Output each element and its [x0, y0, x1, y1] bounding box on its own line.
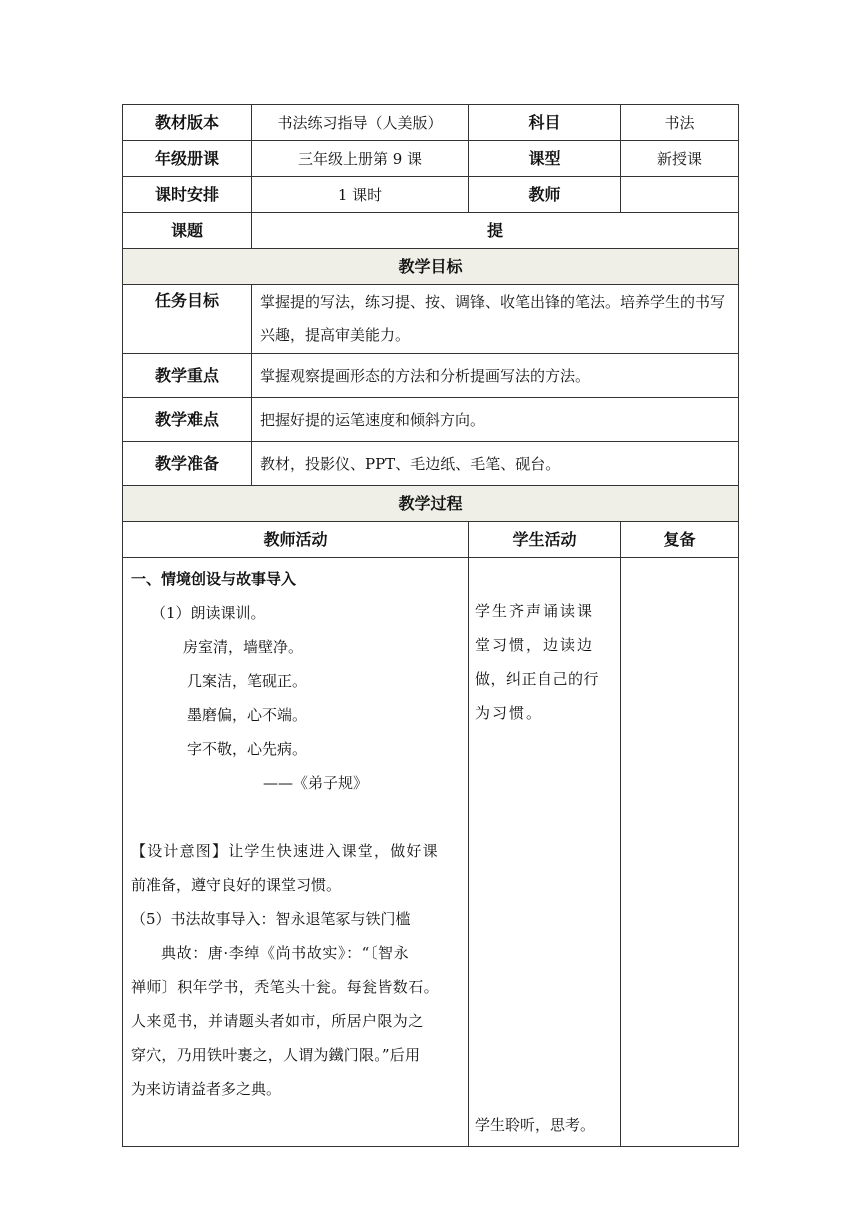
poem-line-4: 字不敬，心先病。 [187, 740, 308, 758]
grade-label: 年级册课 [123, 141, 252, 177]
student-text-line-3: 做，纠正自己的行 [475, 670, 600, 688]
story-line-1: 典故：唐·李绰《尚书故实》：“〔智永 [161, 944, 410, 962]
story-line-4: 穿穴，乃用铁叶裹之，人谓为鐵门限。”后用 [131, 1046, 421, 1064]
student-activity-content [469, 558, 620, 1142]
row-task [123, 285, 739, 354]
type-label: 课型 [469, 141, 621, 177]
lesson-plan-sheet [122, 104, 738, 1147]
item-read-rules: （1）朗读课训。 [151, 604, 266, 622]
student-listen-text: 学生聆听，思考。 [475, 1116, 596, 1134]
row-grade [123, 141, 739, 177]
design-intent-line-1: 【设计意图】让学生快速进入课堂，做好课 [131, 842, 439, 860]
topic-label: 课题 [123, 213, 252, 249]
review-cell [621, 558, 739, 1147]
subject-value: 书法 [621, 105, 739, 141]
poem-line-3: 墨磨偏，心不端。 [187, 706, 308, 724]
student-text-line-2: 堂习惯，边读边 [475, 636, 595, 654]
row-edition [123, 105, 739, 141]
poem-line-2: 几案洁，笔砚正。 [187, 672, 308, 690]
teacher-value [621, 177, 739, 213]
student-text-line-1: 学生齐声诵读课 [475, 602, 595, 620]
task-text: 掌握提的写法，练习提、按、调锋、收笔出锋的笔法。培养学生的书写兴趣，提高审美能力。 [252, 285, 739, 354]
teacher-activity-cell [123, 558, 469, 1147]
story-line-5: 为来访请益者多之典。 [131, 1080, 282, 1098]
row-difficulty [123, 398, 739, 442]
row-process-columns [123, 522, 739, 558]
blank-line [131, 800, 460, 834]
edition-label: 教材版本 [123, 105, 252, 141]
student-activity-cell [469, 558, 621, 1147]
student-text-line-4: 为习惯。 [475, 704, 544, 722]
row-goals-header [123, 249, 739, 285]
goals-header: 教学目标 [123, 249, 739, 285]
difficulty-label: 教学难点 [123, 398, 252, 442]
section-intro-heading: 一、情境创设与故事导入 [131, 570, 297, 588]
edition-value: 书法练习指导（人美版） [252, 105, 469, 141]
task-label: 任务目标 [123, 285, 252, 354]
topic-value: 提 [252, 213, 739, 249]
row-process-body [123, 558, 739, 1147]
item-story-intro: （5）书法故事导入：智永退笔冢与铁门槛 [131, 910, 411, 928]
story-line-3: 人来觅书，并请题头者如市，所居户限为之 [131, 1012, 424, 1030]
prep-text: 教材，投影仪、PPT、毛边纸、毛笔、砚台。 [252, 442, 739, 486]
row-key [123, 354, 739, 398]
hours-label: 课时安排 [123, 177, 252, 213]
prep-label: 教学准备 [123, 442, 252, 486]
process-header: 教学过程 [123, 486, 739, 522]
row-prep [123, 442, 739, 486]
design-intent-line-2: 前准备，遵守良好的课堂习惯。 [131, 876, 342, 894]
type-value: 新授课 [621, 141, 739, 177]
col-review: 复备 [621, 522, 739, 558]
row-hours [123, 177, 739, 213]
key-text: 掌握观察提画形态的方法和分析提画写法的方法。 [252, 354, 739, 398]
lesson-plan-table [122, 104, 739, 1147]
row-process-header [123, 486, 739, 522]
spacer [475, 558, 614, 594]
grade-value: 三年级上册第 9 课 [252, 141, 469, 177]
difficulty-text: 把握好提的运笔速度和倾斜方向。 [252, 398, 739, 442]
col-teacher-activity: 教师活动 [123, 522, 469, 558]
poem-line-1: 房室清，墙壁净。 [183, 638, 304, 656]
col-student-activity: 学生活动 [469, 522, 621, 558]
poem-source: ——《弟子规》 [263, 774, 369, 792]
teacher-label: 教师 [469, 177, 621, 213]
key-label: 教学重点 [123, 354, 252, 398]
story-line-2: 禅师〕积年学书，秃笔头十瓮。每瓮皆数石。 [131, 978, 440, 996]
subject-label: 科目 [469, 105, 621, 141]
row-topic [123, 213, 739, 249]
hours-value: 1 课时 [252, 177, 469, 213]
